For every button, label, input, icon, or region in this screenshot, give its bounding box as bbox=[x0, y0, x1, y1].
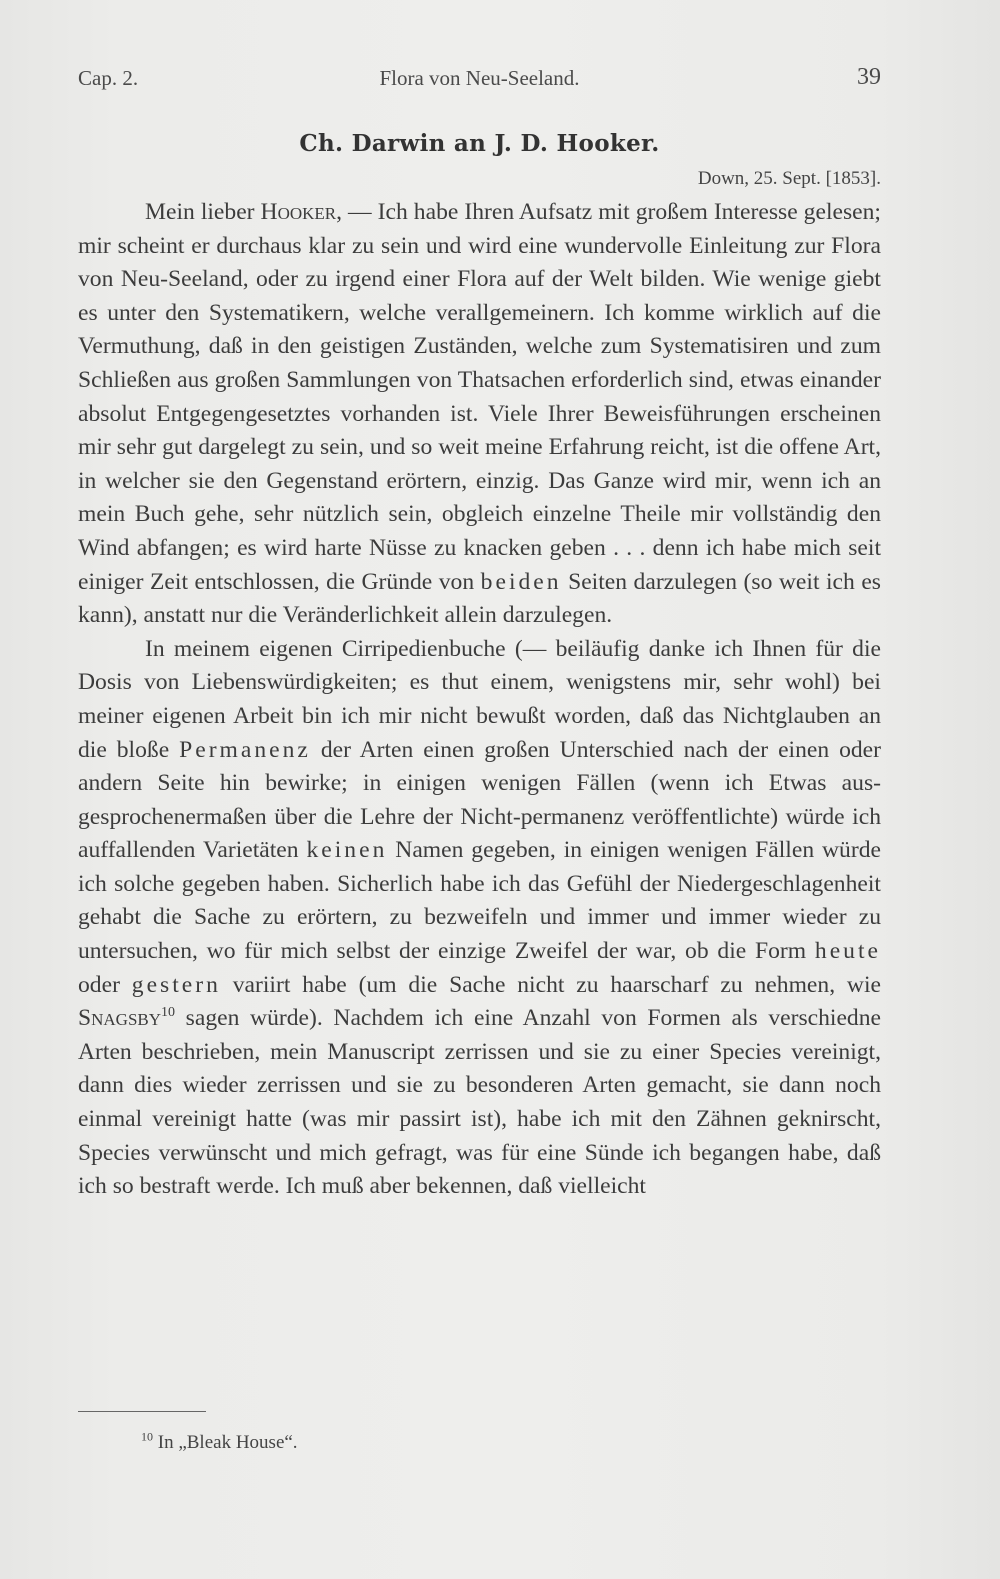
footnote-ref[interactable]: 10 bbox=[161, 1005, 176, 1021]
emphasis-keinen: keinen bbox=[306, 837, 388, 864]
footnote-number: 10 bbox=[141, 1429, 153, 1444]
text-run: Namen gegeben, in einigen wenigen Fällen würde ich solche gegeben haben. Sicherlich habe ich das Gefühl der Niedergeschlagenheit gehabt die Sache zu erörtern, zu bezweifeln und immer und immer wieder zu untersuchen, wo für mich selbst der einzige Zweifel der war, ob die Form bbox=[78, 837, 881, 965]
footnote bbox=[141, 1429, 298, 1454]
emphasis-permanenz: Permanenz bbox=[179, 736, 311, 763]
text-run: Seiten darzulegen (so weit ich es kann), anstatt nur die Veränderlichkeit allein darzulegen. bbox=[78, 568, 881, 629]
running-head bbox=[78, 66, 881, 94]
footnote-rule bbox=[78, 1411, 206, 1412]
page-number: 39 bbox=[857, 64, 881, 90]
chapter-label: Cap. 2. bbox=[78, 66, 139, 90]
name-snagsby: Snagsby bbox=[78, 1005, 162, 1032]
emphasis-gestern: gestern bbox=[131, 971, 221, 998]
paragraph-1 bbox=[78, 196, 881, 633]
name-hooker: Hooker bbox=[260, 199, 337, 225]
running-title: Flora von Neu-Seeland. bbox=[379, 66, 580, 90]
letter-heading: Ch. Darwin an J. D. Hooker. bbox=[299, 130, 660, 157]
paragraph-2 bbox=[78, 633, 881, 1204]
text-run: sagen würde). Nachdem ich eine Anzahl von Formen als verschiedne Arten beschrieben, mein Manuscript zerrissen und sie zu einer Species vereinigt, dann dies wieder zerrissen und sie zu besonderen Arten gemacht, sie dann noch einmal vereinigt hatte (was mir passirt ist), habe ich mit den Zähnen geknirscht, Species verwünscht und mich gefragt, was für eine Sünde ich begangen habe, daß ich so bestraft werde. Ich muß aber bekennen, daß vielleicht bbox=[78, 1005, 881, 1200]
letter-date: Down, 25. Sept. [1853]. bbox=[697, 168, 881, 189]
text-run: Mein lieber bbox=[145, 199, 261, 225]
emphasis-beiden: beiden bbox=[480, 568, 562, 595]
emphasis-heute: heute bbox=[814, 938, 881, 965]
text-run: , — Ich habe Ihren Aufsatz mit großem Interesse gelesen; mir scheint er durchaus klar zu sein und wird eine wundervolle Einleitung zur Flora von Neu-Seeland, oder zu irgend einer Flora auf der Welt bilden. Wie wenige giebt es unter den Systematikern, welche verallgemeinern. Ich komme wirklich auf die Vermuthung, daß in den geistigen Zuständen, welche zum Systematisiren und zum Schließen aus großen Sammlungen von Thatsachen erforderlich sind, etwas einander absolut Entgegengesetztes vorhanden ist. Viele Ihrer Beweisführungen erscheinen mir sehr gut dargelegt zu sein, und so weit meine Erfahrung reicht, ist die offene Art, in welcher sie den Gegenstand erörtern, einzig. Das Ganze wird mir, wenn ich an mein Buch gehe, sehr nützlich sein, obgleich einzelne Theile mir vollständig den Wind abfangen; es wird harte Nüsse zu knacken geben . . . denn ich habe mich seit einiger Zeit entschlossen, die Gründe von bbox=[78, 199, 881, 595]
footnote-text: In „Bleak House“. bbox=[153, 1432, 298, 1453]
text-run: oder bbox=[78, 971, 132, 998]
text-run: In meinem eigenen Cirripedienbuche (— beiläufig danke ich Ihnen für die Dosis von Liebenswürdigkeiten; es thut einem, wenigstens mir, sehr wohl) bei meiner eigenen Arbeit bin ich mir nicht bewußt worden, daß das Nichtglauben an die bloße bbox=[78, 635, 881, 763]
text-run: der Arten einen großen Unterschied nach der einen oder andern Seite hin bewirke; in einigen wenigen Fällen (wenn ich Etwas ausgesprochenermaßen über die Lehre der Nicht-permanenz veröffentlichte) würde ich auffallenden Varietäten bbox=[78, 736, 881, 864]
text-run: variirt habe (um die Sache nicht zu haarscharf zu nehmen, wie bbox=[220, 971, 881, 998]
letter-body bbox=[78, 196, 881, 1204]
